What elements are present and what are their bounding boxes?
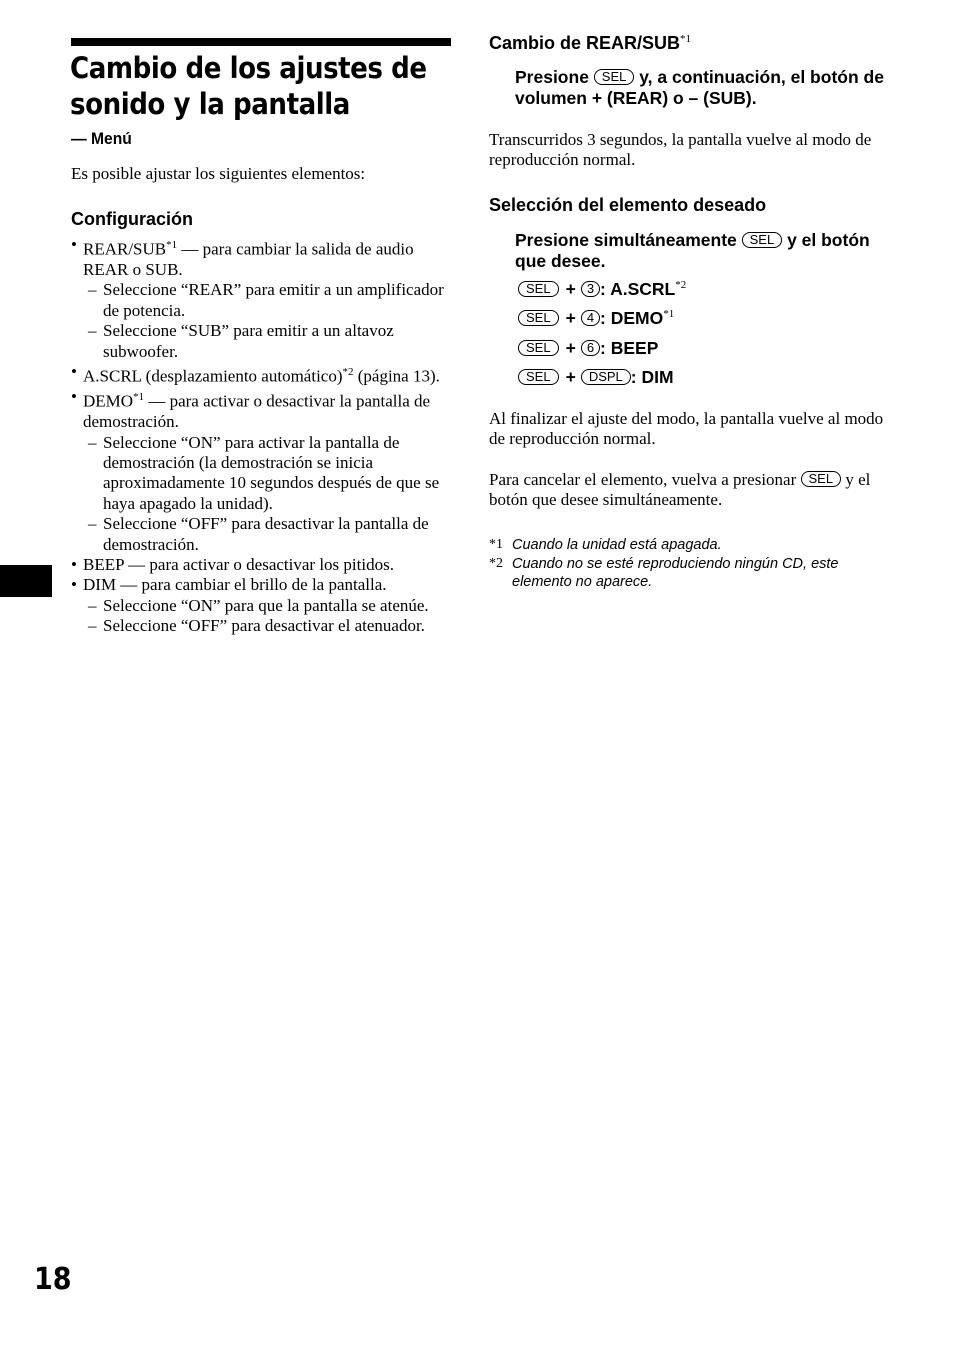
sel-key-icon: SEL	[518, 281, 559, 297]
footnote-mark: *1	[680, 33, 692, 45]
footnote-mark: *2	[489, 555, 503, 571]
combo-label: : DEMO	[600, 308, 664, 328]
sel-key-icon: SEL	[742, 232, 783, 248]
sel-key-icon: SEL	[518, 369, 559, 385]
list-subitem: – Seleccione “OFF” para desactivar el atenuador.	[71, 616, 456, 636]
list-item-beep: • BEEP — para activar o desactivar los pitidos.	[71, 555, 456, 575]
page-title: Cambio de los ajustes de sonido y la pantalla	[70, 51, 427, 121]
page-number: 18	[34, 1262, 72, 1297]
item-desc: (página 13).	[353, 366, 440, 386]
cancel-text-part: y el botón que desee simultáneamente.	[489, 470, 871, 510]
footnote-mark: *1	[166, 239, 178, 251]
list-item-dim: • DIM — para cambiar el brillo de la pantalla.	[71, 575, 456, 595]
key-3-icon: 3	[581, 281, 600, 297]
intro-text: Es posible ajustar los siguientes elementos:	[71, 164, 366, 183]
list-subitem: – Seleccione “SUB” para emitir a un altavoz subwoofer.	[71, 321, 456, 362]
key-6-icon: 6	[581, 340, 600, 356]
instruction-text: y el botón que desee.	[515, 230, 870, 271]
footnote-mark: *1	[663, 308, 675, 321]
config-list	[71, 235, 456, 637]
footnote-text: Cuando la unidad está apagada.	[512, 537, 722, 553]
heading-text: Cambio de REAR/SUB	[489, 33, 681, 53]
list-subitem: – Seleccione “ON” para que la pantalla se atenúe.	[71, 596, 456, 616]
footnote	[489, 536, 889, 555]
footnote-text: Cuando no se esté reproduciendo ningún CD, este elemento no aparece.	[512, 555, 839, 590]
footnote-mark: *1	[133, 391, 145, 404]
list-subitem: – Seleccione “OFF” para desactivar la pantalla de demostración.	[71, 514, 456, 555]
instruction-rear-sub	[515, 67, 885, 109]
cancel-text-part: Para cancelar el elemento, vuelva a presionar	[489, 470, 801, 489]
sel-key-icon: SEL	[518, 310, 559, 326]
list-subitem: – Seleccione “ON” para activar la pantalla de demostración (la demostración se inicia aproximadamente 10 segundos después de que se haya apagado la unidad).	[71, 433, 456, 515]
plus-sign: +	[565, 367, 576, 387]
section-heading-configuracion: Configuración	[71, 209, 193, 229]
heading-rule	[71, 38, 451, 46]
page-subtitle: — Menú	[71, 129, 132, 148]
combo-beep	[518, 338, 658, 359]
section-heading-seleccion: Selección del elemento deseado	[489, 195, 767, 215]
sel-key-icon: SEL	[518, 340, 559, 356]
list-item-ascrl	[71, 362, 456, 387]
plus-sign: +	[565, 308, 576, 328]
combo-label: : A.SCRL	[600, 279, 676, 299]
key-4-icon: 4	[581, 310, 600, 326]
combo-label: : BEEP	[600, 338, 659, 358]
combo-dim	[518, 367, 674, 388]
rear-result-text: Transcurridos 3 segundos, la pantalla vuelve al modo de reproducción normal.	[489, 130, 872, 170]
section-heading-rear-sub	[489, 33, 691, 54]
plus-sign: +	[565, 338, 576, 358]
item-label: A.SCRL (desplazamiento automático)	[83, 366, 343, 386]
dspl-key-icon: DSPL	[581, 369, 631, 385]
plus-sign: +	[565, 279, 576, 299]
footnote-mark: *2	[342, 366, 354, 379]
footnote-mark: *2	[675, 279, 687, 292]
footnote-mark: *1	[489, 537, 503, 552]
instruction-text: Presione	[515, 67, 594, 87]
sel-key-icon: SEL	[801, 471, 842, 487]
item-label: DEMO	[83, 391, 134, 411]
instruction-text: Presione simultáneamente	[515, 230, 742, 250]
list-item-rear-sub	[71, 235, 456, 280]
after-setting-text: Al finalizar el ajuste del modo, la pantalla vuelve al modo de reproducción normal.	[489, 409, 884, 449]
item-desc: — para cambiar la salida de audio REAR o SUB.	[83, 239, 414, 280]
cancel-text	[489, 470, 884, 511]
section-tab-marker	[0, 565, 52, 597]
instruction-selection	[515, 230, 885, 272]
list-subitem: – Seleccione “REAR” para emitir a un amplificador de potencia.	[71, 280, 456, 321]
footnotes	[489, 536, 889, 592]
item-desc: — para activar o desactivar la pantalla de demostración.	[83, 391, 431, 432]
combo-ascrl	[518, 279, 686, 300]
combo-label: : DIM	[630, 367, 674, 387]
combo-demo	[518, 308, 674, 329]
footnote	[489, 555, 889, 592]
sel-key-icon: SEL	[594, 69, 635, 85]
item-label: REAR/SUB	[83, 239, 167, 259]
instruction-text: y, a continuación, el botón de volumen + (REAR) o – (SUB).	[515, 67, 884, 108]
list-item-demo	[71, 387, 456, 432]
